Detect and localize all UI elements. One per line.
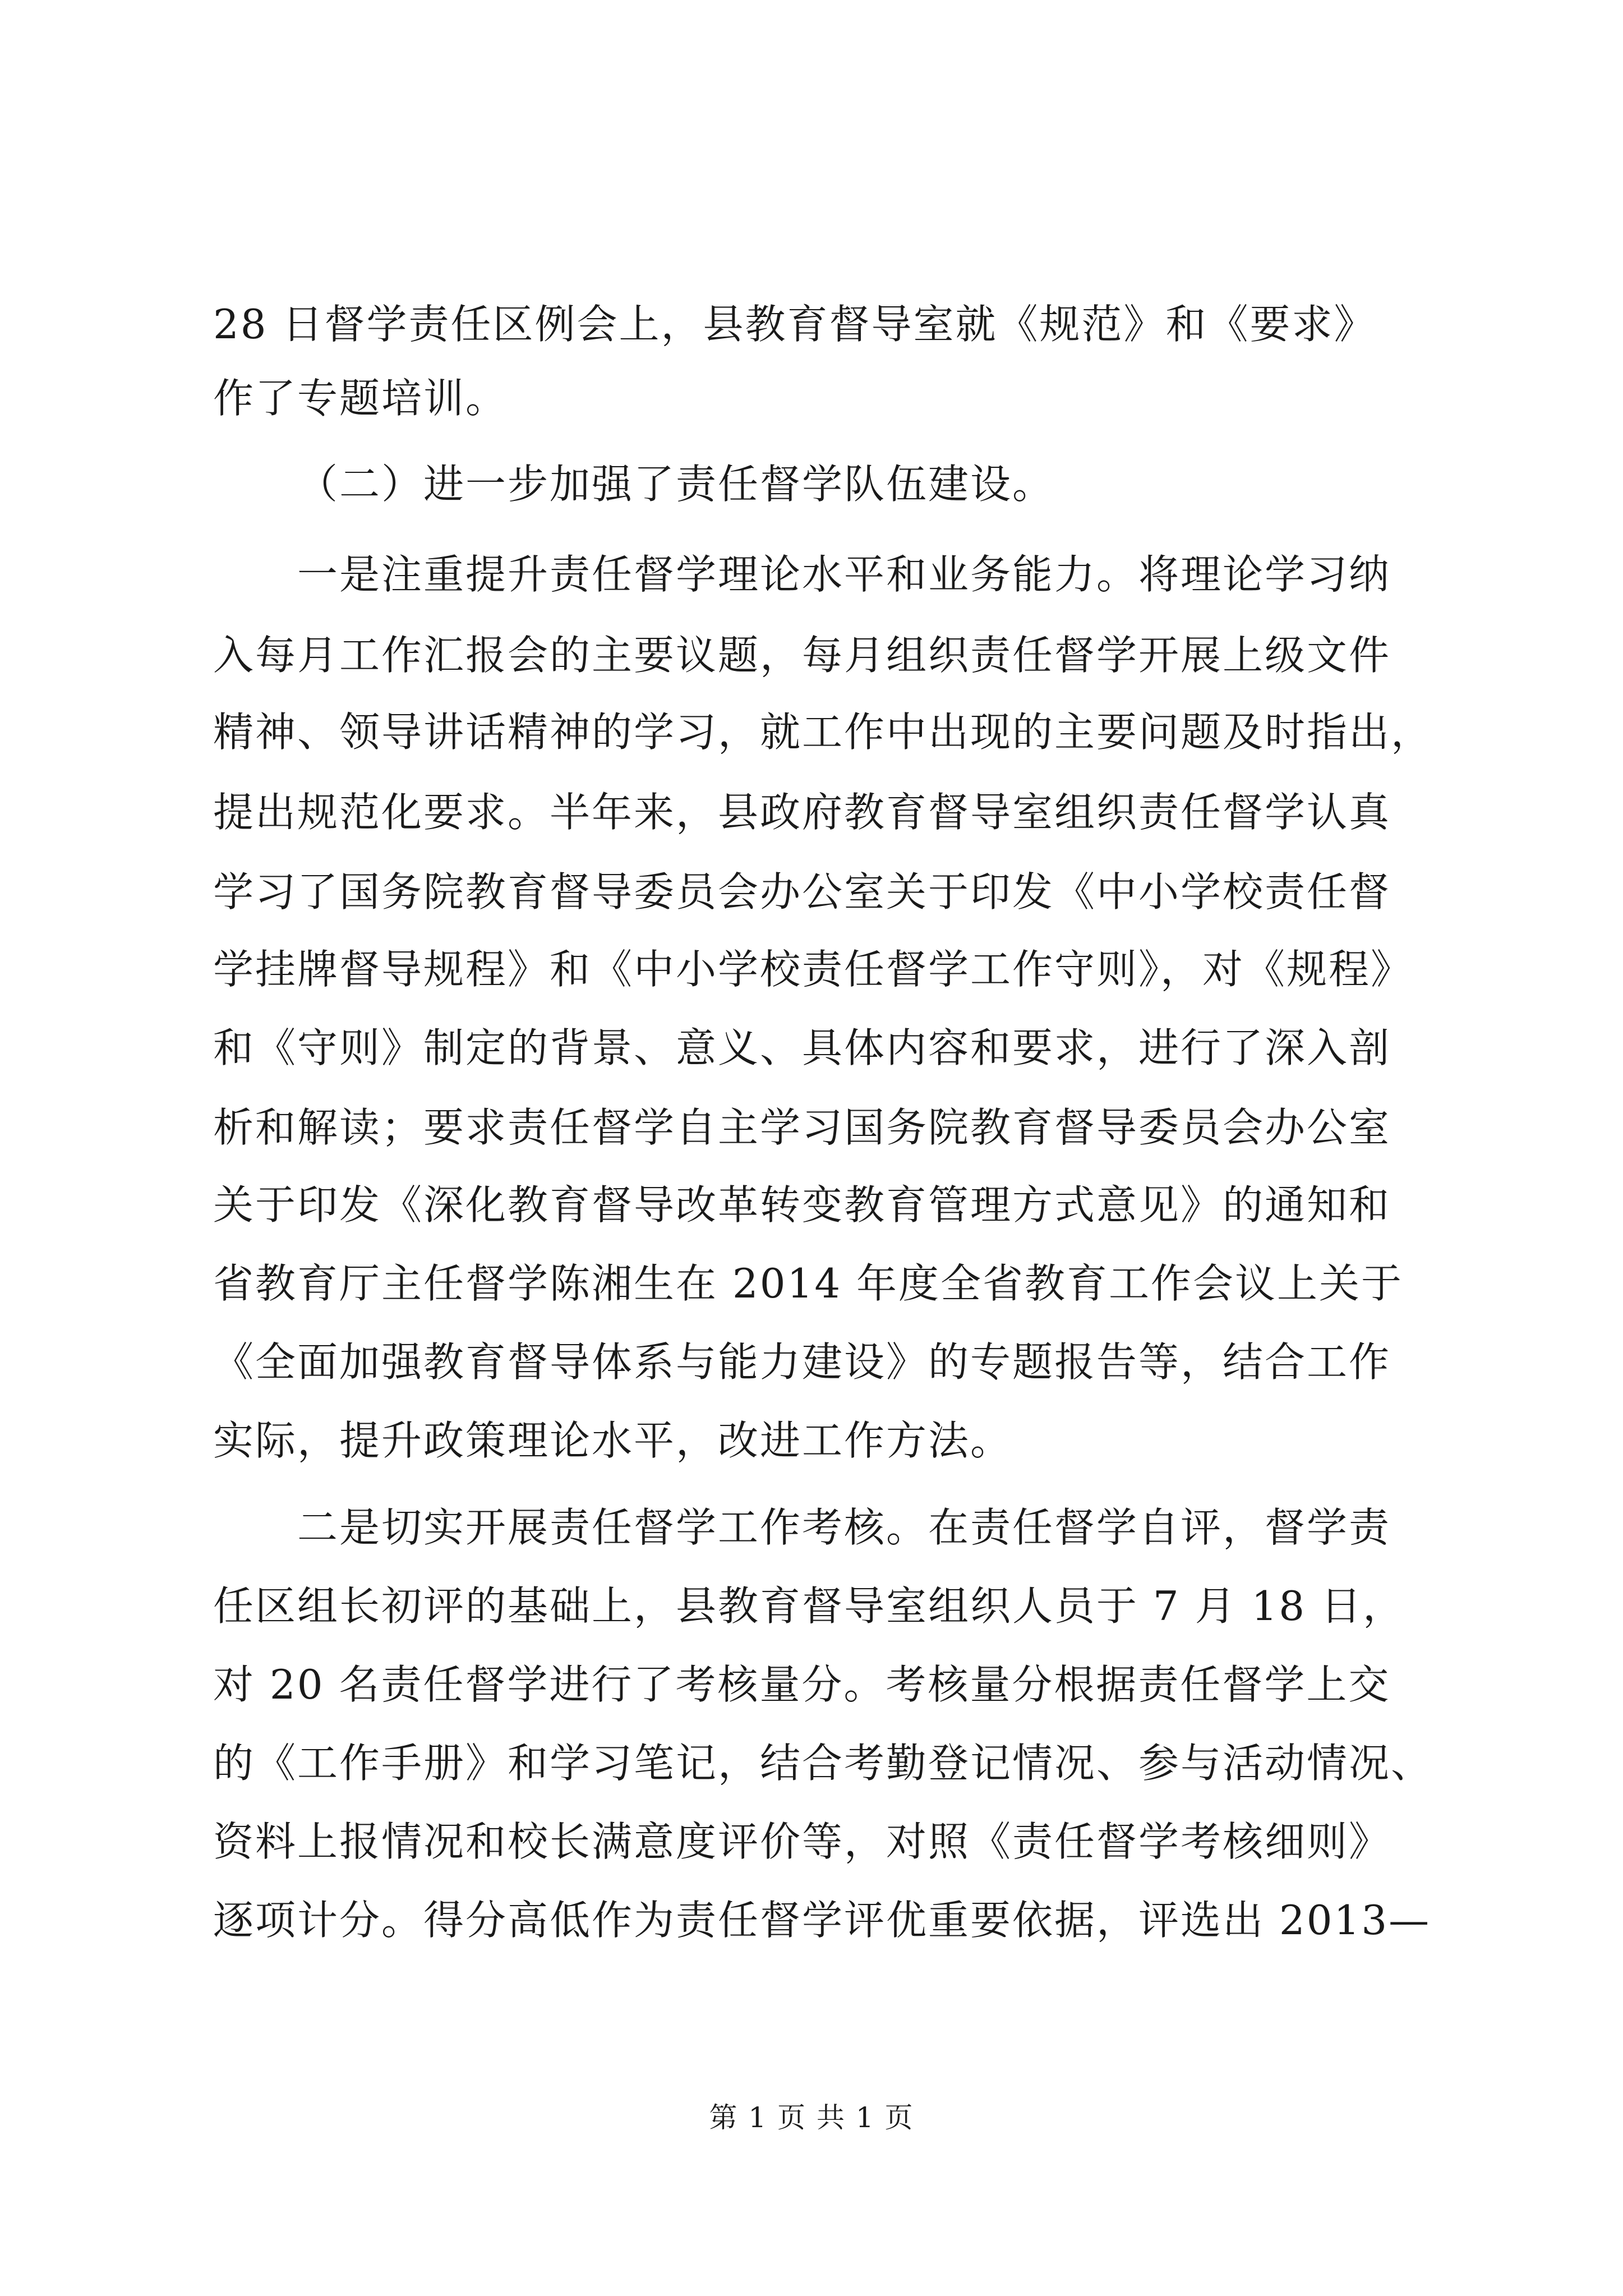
text-line: 一是注重提升责任督学理论水平和业务能力。将理论学习纳: [297, 551, 1391, 598]
text-line: 对 20 名责任督学进行了考核量分。考核量分根据责任督学上交: [213, 1661, 1391, 1708]
text-line: 任区组长初评的基础上，县教育督导室组织人员于 7 月 18 日，: [213, 1582, 1405, 1630]
text-line: 作了专题培训。: [213, 375, 508, 422]
text-line: 提出规范化要求。半年来，县政府教育督导室组织责任督学认真: [213, 789, 1391, 836]
text-line: 二是切实开展责任督学工作考核。在责任督学自评，督学责: [297, 1504, 1391, 1551]
text-line: 实际，提升政策理论水平，改进工作方法。: [213, 1417, 1013, 1464]
text-line: 省教育厅主任督学陈湘生在 2014 年度全省教育工作会议上关于: [213, 1260, 1404, 1307]
text-line: 精神、领导讲话精神的学习，就工作中出现的主要问题及时指出，: [213, 708, 1433, 756]
text-line: 关于印发《深化教育督导改革转变教育管理方式意见》的通知和: [213, 1181, 1391, 1228]
text-line: 《全面加强教育督导体系与能力建设》的专题报告等，结合工作: [213, 1338, 1391, 1386]
text-line: 和《守则》制定的背景、意义、具体内容和要求，进行了深入剖: [213, 1024, 1391, 1071]
text-line: 入每月工作汇报会的主要议题，每月组织责任督学开展上级文件: [213, 632, 1391, 679]
text-line: 的《工作手册》和学习笔记，结合考勤登记情况、参与活动情况、: [213, 1740, 1433, 1787]
text-line: 析和解读；要求责任督学自主学习国务院教育督导委员会办公室: [213, 1104, 1391, 1151]
text-line: 逐项计分。得分高低作为责任督学评优重要依据，评选出 2013—: [213, 1897, 1431, 1944]
text-line: 学习了国务院教育督导委员会办公室关于印发《中小学校责任督: [213, 868, 1391, 915]
text-line: 学挂牌督导规程》和《中小学校责任督学工作守则》，对《规程》: [213, 946, 1413, 993]
section-heading: （二）进一步加强了责任督学队伍建设。: [297, 461, 1055, 508]
page-footer: 第 1 页 共 1 页: [709, 2101, 914, 2134]
text-line: 资料上报情况和校长满意度评价等，对照《责任督学考核细则》: [213, 1818, 1391, 1865]
text-line: 28 日督学责任区例会上，县教育督导室就《规范》和《要求》: [213, 301, 1376, 348]
